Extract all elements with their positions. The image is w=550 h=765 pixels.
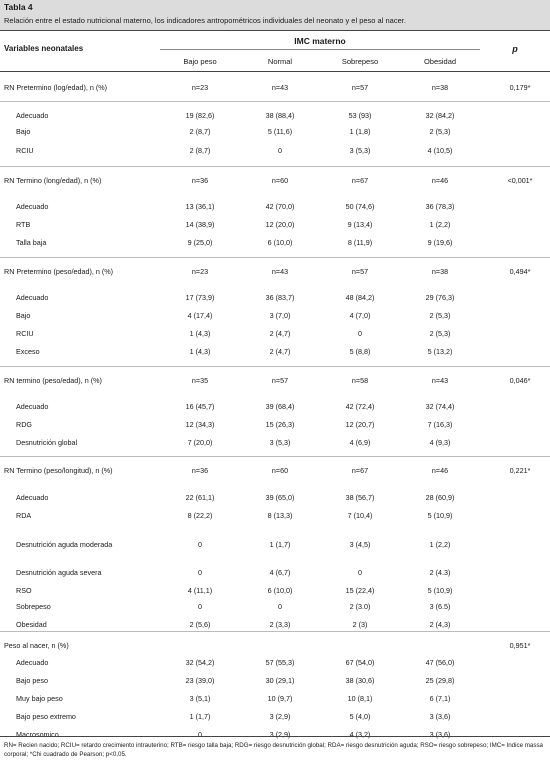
row-cell: 5 (10,9) [427,511,453,520]
row-label: Exceso [16,347,40,356]
row-cell: 9 (13,4) [347,220,373,229]
table-row [0,693,550,705]
row-cell: 0 [198,730,202,739]
header-imc-group: IMC materno [294,36,346,46]
table-section-row [0,375,550,387]
row-cell: n=43 [271,83,289,92]
row-cell: 30 (29,1) [265,676,295,685]
row-cell: 38 (30,6) [345,676,375,685]
row-cell: n=35 [191,376,209,385]
row-cell: n=67 [351,466,369,475]
row-cell: n=57 [351,267,369,276]
row-label: Obesidad [16,620,47,629]
row-cell: 4 (17,4) [187,311,213,320]
row-cell: 0 [358,329,362,338]
table-row [0,585,550,597]
table-row [0,346,550,358]
table-row [0,145,550,157]
table-row [0,310,550,322]
row-label: Bajo [16,127,31,136]
row-cell: 3 (7,0) [269,311,291,320]
row-cell: 7 (10,4) [347,511,373,520]
row-cell: 1 (4,3) [189,347,211,356]
row-cell: 6 (10,0) [267,238,293,247]
row-cell: 36 (83,7) [265,293,295,302]
row-cell: 16 (45,7) [185,402,215,411]
row-label: Desnutrición aguda moderada [16,540,113,549]
row-cell: 4 (6,7) [269,568,291,577]
row-cell: 23 (39,0) [185,676,215,685]
header-col-sobrepeso: Sobrepeso [341,57,379,66]
header-variables: Variables neonatales [4,44,84,53]
row-cell: 0 [358,568,362,577]
row-label: Adecuado [16,493,49,502]
row-cell: 3 (2,9) [269,712,291,721]
row-label: RSO [16,586,32,595]
header-top-rule [0,30,550,31]
row-cell: n=38 [431,83,449,92]
row-label: Sobrepeso [16,602,51,611]
row-cell: 39 (68,4) [265,402,295,411]
row-label: RTB [16,220,31,229]
row-cell: n=43 [431,376,449,385]
row-cell: 2 (3.0) [349,602,371,611]
row-cell: 3 (5,3) [349,146,371,155]
row-cell: 5 (10,9) [427,586,453,595]
row-label: RN termino (peso/edad), n (%) [4,376,102,385]
row-cell: 42 (72,4) [345,402,375,411]
row-label: Adecuado [16,402,49,411]
row-cell: 10 (8,1) [347,694,373,703]
table-row [0,126,550,138]
table-label: Tabla 4 [4,2,33,12]
row-cell: 32 (74,4) [425,402,455,411]
section-divider [0,631,550,632]
row-cell: 4 (6,9) [349,438,371,447]
row-cell: 42 (70,0) [265,202,295,211]
row-cell: 2 (4,7) [269,329,291,338]
row-cell: 3 (3,6) [429,730,451,739]
row-label: Talla baja [16,238,47,247]
row-cell: 12 (20,0) [265,220,295,229]
table-row [0,657,550,669]
row-cell: 2 (3,3) [269,620,291,629]
row-label: Adecuado [16,658,49,667]
header-col-bajo-peso: Bajo peso [183,57,217,66]
row-cell: 3 (3,6) [429,712,451,721]
row-cell: 5 (4,0) [349,712,371,721]
row-cell: 47 (56,0) [425,658,455,667]
row-cell: 0 [198,540,202,549]
row-cell: 29 (76,3) [425,293,455,302]
row-cell: 3 (5,3) [269,438,291,447]
table-row [0,567,550,579]
row-cell: 5 (13,2) [427,347,453,356]
row-cell: 1 (4,3) [189,329,211,338]
row-cell: 36 (78,3) [425,202,455,211]
table-row [0,237,550,249]
table-row [0,729,550,741]
row-cell: n=36 [191,466,209,475]
row-label: RCIU [16,329,34,338]
row-cell: n=36 [191,176,209,185]
table-header-band [0,0,550,30]
row-cell: n=46 [431,176,449,185]
table-row [0,292,550,304]
row-cell: 2 (3) [352,620,368,629]
table-row [0,539,550,551]
header-p-value: p [512,44,518,54]
row-cell: 1 (2,2) [429,220,451,229]
section-divider [0,456,550,457]
row-cell: 39 (65,0) [265,493,295,502]
table-row [0,110,550,122]
table-row [0,675,550,687]
row-cell: 4 (10,5) [427,146,453,155]
header-bottom-rule [0,71,550,72]
row-label: Adecuado [16,202,49,211]
row-label: RN Pretermino (log/edad), n (%) [4,83,108,92]
row-p-value: 0,221* [509,466,531,475]
row-cell: 6 (10,0) [267,586,293,595]
row-cell: 38 (88,4) [265,111,295,120]
row-cell: n=57 [271,376,289,385]
table-section-row [0,640,550,652]
row-label: RCIU [16,146,34,155]
row-label: Macrosomico [16,730,59,739]
table-row [0,328,550,340]
row-cell: 1 (2,2) [429,540,451,549]
row-p-value: 0,494* [509,267,531,276]
header-col-obesidad: Obesidad [423,57,457,66]
row-cell: n=46 [431,466,449,475]
row-cell: 2 (8,7) [189,127,211,136]
header-group-rule [160,49,480,50]
table-row [0,401,550,413]
row-cell: 1 (1,7) [269,540,291,549]
row-p-value: 0,951* [509,641,531,650]
table-row [0,510,550,522]
row-label: RDG [16,420,32,429]
row-cell: 32 (54,2) [185,658,215,667]
row-cell: 12 (34,3) [185,420,215,429]
row-p-value: 0,179* [509,83,531,92]
row-cell: 3 (2,9) [269,730,291,739]
row-cell: 3 (4,5) [349,540,371,549]
row-cell: n=60 [271,466,289,475]
section-divider [0,166,550,167]
row-cell: n=23 [191,267,209,276]
table-caption: Relación entre el estado nutricional materno, los indicadores antropométricos individuales del neonato y el peso al nacer. [4,16,406,25]
table-row [0,201,550,213]
row-cell: 50 (74,6) [345,202,375,211]
row-label: RN Termino (peso/longitud), n (%) [4,466,113,475]
row-cell: 4 (7,0) [349,311,371,320]
table-footnote: RN= Recien nacido; RCIU= retardo crecimiento intrauterino; RTB= riesgo talla baja; RDG= riesgo desnutrición global; RDA= riesgo desnutrición aguda; RSO= riesgo sobrepeso; IMC= Indice massa corporal; *Chi cuadrado de Pearson; p<0,05. [4,742,543,758]
row-cell: 8 (22,2) [187,511,213,520]
row-label: Desnutrición aguda severa [16,568,102,577]
row-label: Adecuado [16,293,49,302]
table-row [0,437,550,449]
row-cell: 2 (5,3) [429,311,451,320]
row-cell: 15 (26,3) [265,420,295,429]
row-label: Adecuado [16,111,49,120]
row-cell: 0 [198,602,202,611]
header-col-normal: Normal [267,57,293,66]
row-p-value: <0,001* [507,176,533,185]
row-cell: 2 (4,7) [269,347,291,356]
row-cell: 8 (11,9) [347,238,373,247]
table-row [0,219,550,231]
row-cell: 1 (1,8) [349,127,371,136]
row-cell: n=67 [351,176,369,185]
row-cell: n=23 [191,83,209,92]
row-cell: 25 (29,8) [425,676,455,685]
table-row [0,492,550,504]
row-label: Muy bajo peso [16,694,63,703]
row-cell: 28 (60,9) [425,493,455,502]
row-cell: n=57 [351,83,369,92]
row-cell: 6 (7,1) [429,694,451,703]
row-cell: 7 (20,0) [187,438,213,447]
row-cell: 19 (82,6) [185,111,215,120]
row-cell: 4 (11,1) [187,586,213,595]
row-label: RN Termino (long/edad), n (%) [4,176,102,185]
row-cell: 2 (4,3) [429,620,451,629]
row-cell: 9 (25,0) [187,238,213,247]
row-cell: 1 (1,7) [189,712,211,721]
row-cell: 5 (11,6) [267,127,293,136]
row-cell: 0 [278,146,282,155]
row-cell: 32 (84,2) [425,111,455,120]
row-cell: 13 (36,1) [185,202,215,211]
row-cell: 2 (5,6) [189,620,211,629]
table-row [0,601,550,613]
row-cell: 2 (5,3) [429,329,451,338]
row-p-value: 0,046* [509,376,531,385]
row-cell: 2 (4.3) [429,568,451,577]
row-cell: 4 (3,2) [349,730,371,739]
row-label: Bajo peso [16,676,48,685]
row-cell: 14 (38,9) [185,220,215,229]
row-cell: 4 (9,3) [429,438,451,447]
row-label: Desnutrición global [16,438,78,447]
row-cell: 2 (8,7) [189,146,211,155]
section-divider [0,101,550,102]
row-label: RDA [16,511,32,520]
row-cell: 22 (61,1) [185,493,215,502]
row-label: RN Pretermino (peso/edad), n (%) [4,267,114,276]
table-row [0,419,550,431]
table-section-row [0,175,550,187]
row-cell: 9 (19,6) [427,238,453,247]
row-cell: 7 (16,3) [427,420,453,429]
row-cell: 17 (73,9) [185,293,215,302]
row-label: Peso al nacer, n (%) [4,641,69,650]
table-row [0,711,550,723]
row-cell: 48 (84,2) [345,293,375,302]
row-cell: 12 (20,7) [345,420,375,429]
row-cell: 57 (55,3) [265,658,295,667]
table-section-row [0,82,550,94]
row-cell: 5 (8,8) [349,347,371,356]
table-row [0,619,550,631]
row-cell: n=58 [351,376,369,385]
row-cell: n=43 [271,267,289,276]
row-cell: 10 (9,7) [267,694,293,703]
table-section-row [0,266,550,278]
row-cell: 53 (93) [348,111,372,120]
row-cell: 0 [278,602,282,611]
section-divider [0,257,550,258]
section-divider [0,366,550,367]
row-cell: n=60 [271,176,289,185]
row-cell: 2 (5,3) [429,127,451,136]
row-cell: 8 (13,3) [267,511,293,520]
row-cell: 3 (5,1) [189,694,211,703]
row-cell: 0 [198,568,202,577]
row-cell: 38 (56,7) [345,493,375,502]
footnote-rule [0,736,550,737]
row-cell: 67 (54,0) [345,658,375,667]
row-label: Bajo [16,311,31,320]
row-cell: 15 (22,4) [345,586,375,595]
row-cell: 3 (6.5) [429,602,451,611]
table-section-row [0,465,550,477]
row-label: Bajo peso extremo [16,712,76,721]
row-cell: n=38 [431,267,449,276]
